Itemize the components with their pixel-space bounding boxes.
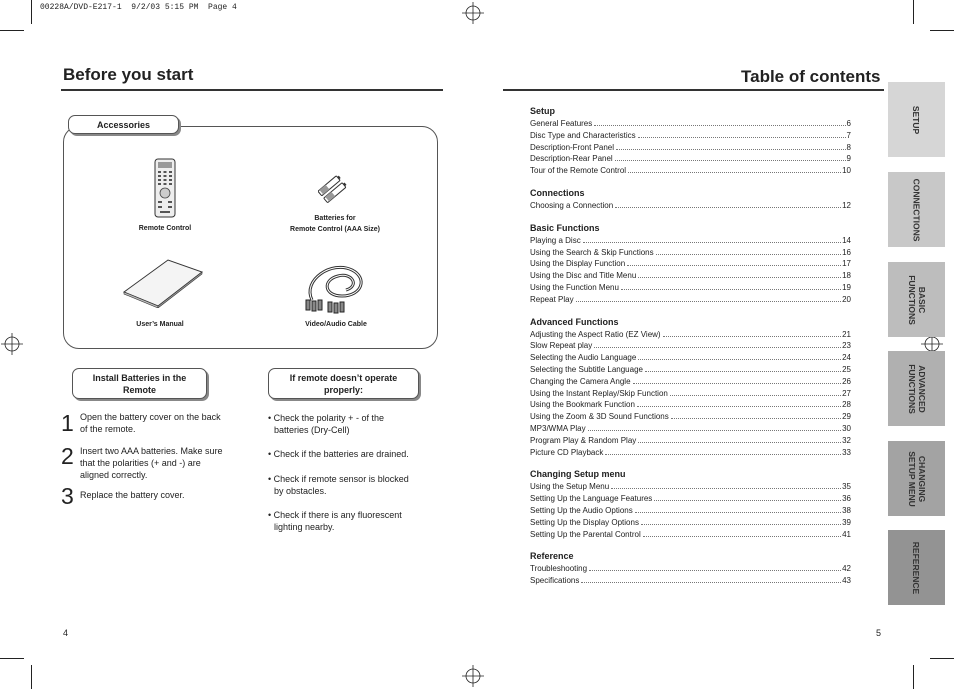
registration-mark-icon [462, 2, 484, 24]
toc-leader-dots [670, 388, 841, 396]
toc-entry-page: 38 [842, 506, 851, 515]
side-tab[interactable] [888, 530, 945, 605]
toc-entry-page: 19 [842, 283, 851, 292]
toc-entry-title: Changing the Camera Angle [530, 376, 631, 386]
toc-entry-title: Adjusting the Aspect Ratio (EZ View) [530, 329, 661, 339]
toc-entry-page: 12 [842, 201, 851, 210]
toc-entry-title: Selecting the Audio Language [530, 353, 637, 363]
toc-entry-title: Using the Disc and Title Menu [530, 271, 637, 281]
toc-leader-dots [616, 142, 846, 150]
toc-entry-page: 43 [842, 576, 851, 586]
check-line: batteries (Dry-Cell) [274, 425, 350, 435]
side-tab-line: FUNCTIONS [906, 363, 917, 414]
toc-leader-dots [621, 282, 841, 290]
side-tab-line: CONNECTIONS [911, 178, 922, 241]
toc-leader-dots [594, 118, 845, 126]
toc-entry[interactable] [530, 282, 851, 293]
toc-entry[interactable] [530, 258, 851, 269]
side-tab-label [912, 541, 922, 593]
toc-entry-page: 7 [846, 130, 851, 140]
step-line: of the remote. [80, 424, 136, 434]
batteries-icon [318, 175, 348, 203]
toc-entry[interactable] [530, 165, 851, 176]
toc-entry[interactable] [530, 411, 851, 422]
toc-entry-title: Program Play & Random Play [530, 435, 637, 445]
toc-entry[interactable] [530, 493, 851, 504]
toc-entry[interactable] [530, 329, 851, 340]
toc-entry[interactable] [530, 142, 851, 153]
toc-leader-dots [633, 376, 842, 384]
toc-leader-dots [638, 435, 841, 443]
side-tab-line: SETUP [911, 105, 922, 134]
toc-entry-page: 8 [846, 142, 851, 152]
step-line: Insert two AAA batteries. Make sure [80, 446, 223, 456]
step-number: 3 [61, 483, 74, 509]
toc-section-heading: Basic Functions [530, 222, 600, 233]
check-item [268, 448, 428, 460]
toc-entry-title: Picture CD Playback [530, 447, 604, 457]
side-tab[interactable] [888, 82, 945, 157]
toc-entry[interactable] [530, 435, 851, 446]
toc-leader-dots [615, 153, 846, 161]
toc-entry[interactable] [530, 399, 851, 410]
remote-not-working-label-line2: properly: [323, 384, 363, 395]
toc-leader-dots [605, 447, 841, 455]
toc-entry-page: 9 [846, 154, 851, 164]
crop-mark [930, 30, 954, 31]
toc-entry-page: 23 [842, 341, 851, 351]
crop-mark [930, 658, 954, 659]
toc-entry-page: 20 [842, 294, 851, 304]
toc-leader-dots [583, 235, 841, 243]
toc-entry-title: Setting Up the Display Options [530, 517, 639, 527]
toc-entry-page: 29 [842, 412, 851, 422]
crop-mark [31, 665, 32, 689]
toc-leader-dots [627, 258, 841, 266]
toc-title: Table of contents [741, 67, 881, 86]
registration-mark-icon [462, 665, 484, 687]
toc-entry-page: 6 [846, 119, 851, 128]
toc-entry-page: 26 [842, 376, 851, 386]
toc-entry[interactable] [530, 270, 851, 281]
check-line: • Check if remote sensor is blocked [268, 474, 409, 484]
toc-entry-title: Choosing a Connection [530, 201, 614, 210]
side-tab[interactable] [888, 172, 945, 247]
toc-leader-dots [594, 340, 841, 348]
toc-entry[interactable] [530, 481, 851, 492]
toc-leader-dots [638, 270, 841, 278]
toc-entry-page: 14 [842, 235, 851, 245]
toc-entry-page: 24 [842, 353, 851, 363]
remote-control-caption: Remote Control [138, 225, 192, 232]
step-text [80, 411, 221, 435]
toc-leader-dots [635, 505, 841, 513]
toc-entry-title: Using the Setup Menu [530, 482, 610, 492]
side-tab[interactable] [888, 351, 945, 426]
toc-leader-dots [615, 200, 841, 208]
side-tab-line: ADVANCED [916, 364, 927, 413]
toc-leader-dots [628, 165, 841, 173]
check-item [268, 473, 428, 497]
toc-leader-dots [581, 575, 841, 583]
toc-entry[interactable] [530, 235, 851, 246]
av-cable-caption: Video/Audio Cable [305, 321, 367, 328]
av-cable-icon [302, 260, 368, 314]
toc-leader-dots [638, 130, 846, 138]
toc-entry[interactable] [530, 423, 851, 434]
step-text [80, 489, 185, 501]
toc-entry[interactable] [530, 130, 851, 141]
toc-entry-page: 18 [842, 271, 851, 281]
step-line: aligned correctly. [80, 470, 148, 480]
toc-entry-page: 25 [842, 365, 851, 374]
toc-leader-dots [663, 329, 842, 337]
toc-entry-page: 39 [842, 517, 851, 527]
check-line: • Check the polarity + - of the [268, 413, 384, 423]
install-batteries-label-line2: Remote [122, 384, 156, 395]
toc-entry-title: Description-Rear Panel [530, 154, 613, 164]
toc-entry-title: Setting Up the Parental Control [530, 529, 641, 539]
crop-mark [913, 665, 914, 689]
toc-entry-title: Slow Repeat play [530, 341, 593, 351]
toc-entry[interactable] [530, 247, 851, 258]
toc-entry-page: 30 [842, 424, 851, 433]
toc-entry[interactable] [530, 447, 851, 458]
toc-section-heading: Changing Setup menu [530, 469, 626, 480]
toc-entry[interactable] [530, 364, 851, 375]
printer-slug: 00228A/DVD-E217-1 9/2/03 5:15 PM Page 4 [40, 3, 237, 12]
accessories-panel [63, 126, 438, 349]
toc-entry-title: Specifications [530, 576, 580, 586]
crop-mark [0, 658, 24, 659]
side-tab-label [912, 178, 922, 241]
step-line: that the polarities (+ and -) are [80, 458, 201, 468]
side-tab-line: SETUP MENU [906, 450, 917, 507]
toc-entry-page: 21 [842, 329, 851, 339]
toc-section-heading: Advanced Functions [530, 316, 619, 327]
toc-entry-title: Using the Search & Skip Functions [530, 247, 654, 257]
toc-leader-dots [589, 563, 841, 571]
toc-entry[interactable] [530, 563, 851, 574]
toc-leader-dots [641, 517, 841, 525]
toc-entry-page: 41 [842, 529, 851, 539]
toc-entry-title: Disc Type and Characteristics [530, 130, 636, 140]
check-line: • Check if there is any fluorescent [268, 510, 402, 520]
step-number: 2 [61, 443, 74, 469]
toc-entry-title: Description-Front Panel [530, 142, 615, 152]
toc-entry[interactable] [530, 517, 851, 528]
toc-entry[interactable] [530, 153, 851, 164]
toc-entry[interactable] [530, 388, 851, 399]
batteries-caption-line2: Remote Control (AAA Size) [290, 226, 380, 233]
page-number-left: 4 [63, 628, 69, 638]
title-rule [503, 89, 884, 91]
toc-entry-page: 32 [842, 435, 851, 445]
toc-entry-title: Setting Up the Language Features [530, 494, 653, 504]
side-tab-label [906, 451, 926, 507]
toc-entry-page: 42 [842, 564, 851, 574]
toc-entry-title: Repeat Play [530, 294, 574, 304]
step-line: Replace the battery cover. [80, 490, 185, 500]
step-text [80, 445, 223, 481]
toc-entry-page: 10 [842, 166, 851, 176]
check-line: by obstacles. [274, 486, 327, 496]
toc-section-heading: Reference [530, 551, 574, 562]
manual-caption: User’s Manual [136, 321, 184, 328]
toc-entry-title: Using the Function Menu [530, 283, 619, 292]
toc-entry-title: Tour of the Remote Control [530, 166, 627, 176]
toc-leader-dots [654, 493, 841, 501]
toc-entry-title: Using the Bookmark Function [530, 400, 635, 410]
install-batteries-label [72, 368, 207, 399]
toc-leader-dots [576, 294, 842, 302]
crop-mark [0, 30, 24, 31]
toc-entry-page: 27 [842, 388, 851, 398]
toc-entry[interactable] [530, 352, 851, 363]
step-number: 1 [61, 410, 74, 436]
toc-entry-title: Troubleshooting [530, 564, 588, 574]
side-tab[interactable] [888, 441, 945, 516]
remote-not-working-label [268, 368, 419, 399]
side-tab-line: REFERENCE [911, 541, 922, 594]
side-tab-label [907, 364, 927, 414]
side-tab[interactable] [888, 262, 945, 337]
page-number-right: 5 [876, 628, 882, 638]
toc-entry-title: MP3/WMA Play [530, 424, 586, 433]
toc-entry[interactable] [530, 575, 851, 586]
toc-entry-title: Using the Display Function [530, 259, 626, 269]
check-line: lighting nearby. [274, 522, 335, 532]
check-item [268, 509, 428, 533]
toc-section-heading: Connections [530, 188, 585, 198]
page-title: Before you start [63, 65, 194, 84]
toc-entry[interactable] [530, 200, 851, 211]
toc-leader-dots [645, 364, 841, 372]
toc-entry[interactable] [530, 118, 851, 129]
crop-mark [913, 0, 914, 24]
toc-entry-page: 35 [842, 482, 851, 492]
toc-entry-page: 16 [842, 247, 851, 257]
toc-entry[interactable] [530, 376, 851, 387]
toc-entry-title: Setting Up the Audio Options [530, 506, 633, 515]
toc-entry-title: Playing a Disc [530, 235, 581, 245]
side-tab-line: BASIC [916, 286, 927, 313]
toc-entry-page: 17 [842, 259, 851, 269]
toc-entry[interactable] [530, 340, 851, 351]
accessories-label: Accessories [68, 115, 179, 134]
toc-entry[interactable] [530, 529, 851, 540]
check-line: • Check if the batteries are drained. [268, 449, 409, 459]
check-item [268, 412, 428, 436]
title-rule [61, 89, 443, 91]
side-tab-line: FUNCTIONS [906, 274, 917, 325]
toc-entry-page: 28 [842, 400, 851, 410]
batteries-caption-line1: Batteries for [314, 215, 356, 222]
side-tab-label [912, 105, 922, 133]
toc-leader-dots [656, 247, 841, 255]
step-line: Open the battery cover on the back [80, 412, 221, 422]
toc-leader-dots [638, 352, 841, 360]
toc-entry[interactable] [530, 505, 851, 516]
toc-leader-dots [588, 423, 842, 431]
toc-entry-title: Using the Instant Replay/Skip Function [530, 388, 668, 398]
registration-mark-icon [1, 333, 23, 355]
toc-leader-dots [637, 399, 841, 407]
side-tab-label [907, 275, 927, 325]
toc-entry-title: Using the Zoom & 3D Sound Functions [530, 412, 669, 422]
toc-entry[interactable] [530, 294, 851, 305]
crop-mark [31, 0, 32, 24]
side-tab-line: CHANGING [916, 455, 927, 502]
remote-not-working-label-line1: If remote doesn’t operate [289, 372, 398, 383]
toc-entry-page: 36 [842, 494, 851, 504]
toc-entry-page: 33 [842, 447, 851, 457]
toc-entry-title: Selecting the Subtitle Language [530, 365, 643, 374]
toc-leader-dots [611, 481, 841, 489]
toc-entry-title: General Features [530, 119, 593, 128]
toc-section-heading: Setup [530, 106, 556, 116]
toc-leader-dots [671, 411, 841, 419]
remote-control-icon [152, 158, 178, 218]
manual-icon [122, 258, 204, 308]
toc-leader-dots [643, 529, 841, 537]
install-batteries-label-line1: Install Batteries in the [92, 372, 187, 383]
